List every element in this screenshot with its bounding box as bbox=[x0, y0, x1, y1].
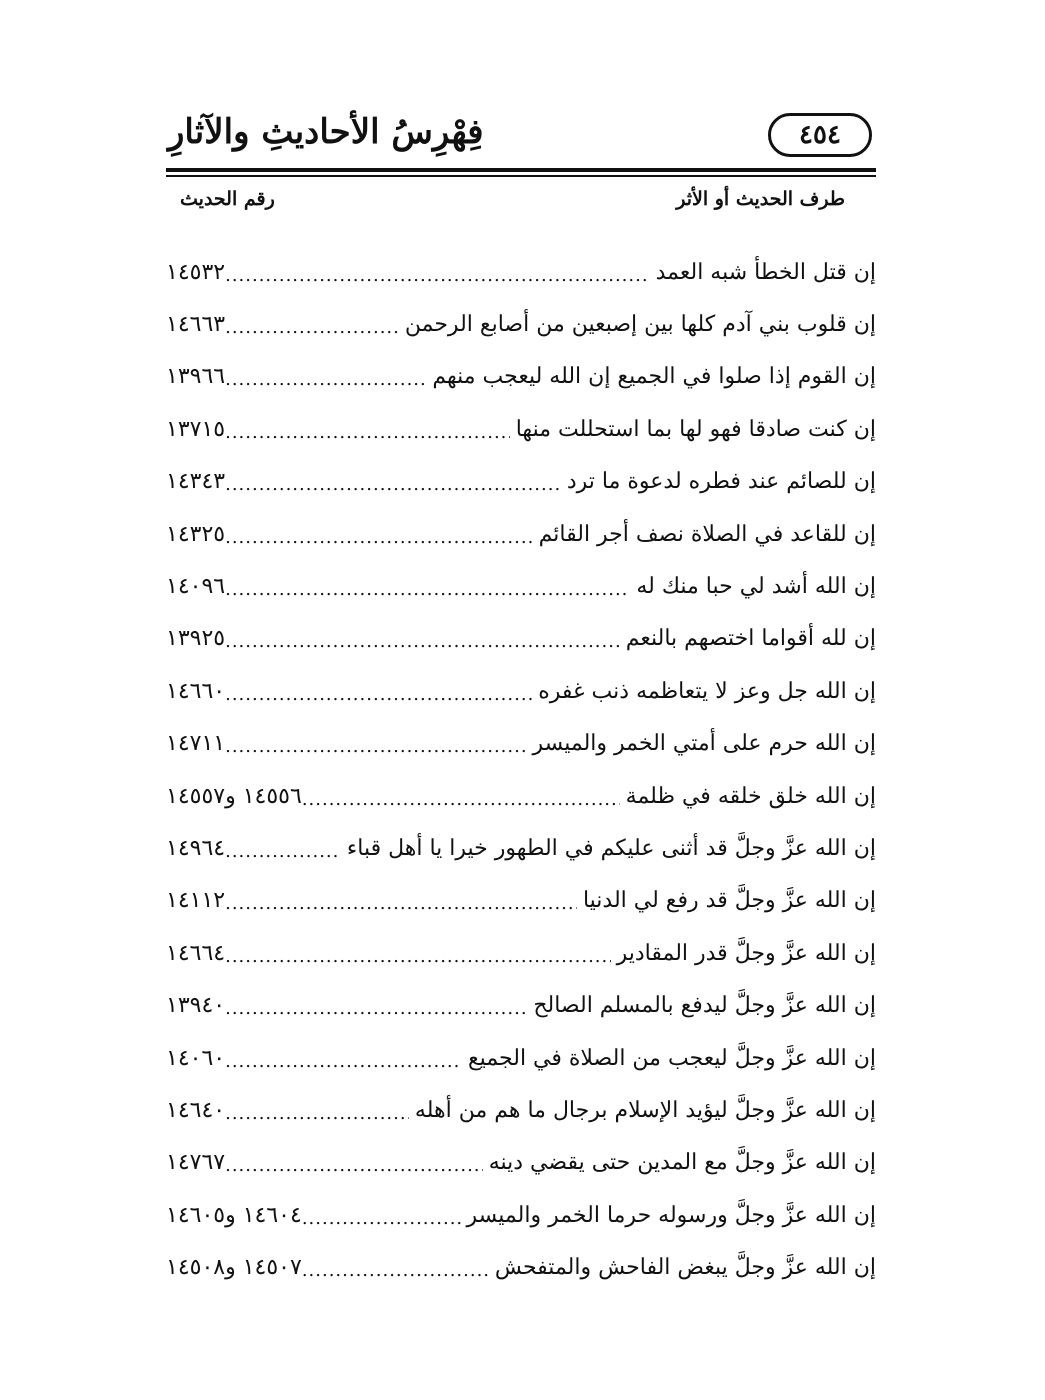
column-header-number: رقم الحديث bbox=[180, 188, 275, 210]
entry-leader-dots bbox=[225, 1103, 409, 1124]
entry-leader-dots bbox=[225, 422, 510, 443]
entry-leader-dots bbox=[302, 1208, 461, 1229]
entry-text: إن للصائم عند فطره لدعوة ما ترد bbox=[566, 469, 876, 495]
page-number-badge bbox=[768, 113, 872, 157]
entry-leader-dots bbox=[225, 527, 533, 548]
entry-leader-dots bbox=[225, 265, 650, 286]
index-entry bbox=[166, 927, 876, 979]
entry-text: إن كنت صادقا فهو لها بما استحللت منها bbox=[515, 416, 876, 442]
entry-text: إن لله أقواما اختصهم بالنعم bbox=[625, 626, 876, 652]
index-entry bbox=[166, 770, 876, 822]
index-entry bbox=[166, 665, 876, 717]
column-header-hadith: طرف الحديث أو الأثر bbox=[676, 188, 845, 210]
entry-text: إن الله خلق خلقه في ظلمة bbox=[625, 783, 876, 809]
entry-number: ١٤٦٦٤ bbox=[166, 940, 226, 966]
entry-number: ١٤٦٦٣ bbox=[166, 312, 226, 338]
entry-number: ١٤٧١١ bbox=[166, 731, 226, 757]
entry-leader-dots bbox=[225, 736, 526, 757]
entry-number: ١٤١١٢ bbox=[166, 888, 226, 914]
entry-text: إن الله عزَّ وجلَّ قدر المقادير bbox=[616, 940, 876, 966]
entry-number: ١٣٧١٥ bbox=[166, 416, 226, 442]
page-number: ٤٥٤ bbox=[799, 120, 841, 150]
index-entry bbox=[166, 508, 876, 560]
entry-leader-dots bbox=[225, 474, 561, 495]
entry-text: إن الله عزَّ وجلَّ يبغض الفاحش والمتفحش bbox=[494, 1255, 876, 1281]
index-entry bbox=[166, 1084, 876, 1136]
entry-text: إن الله حرم على أمتي الخمر والميسر bbox=[532, 731, 876, 757]
entry-number: ١٤٥٣٢ bbox=[166, 259, 226, 285]
entry-number: ١٤٣٤٣ bbox=[166, 469, 226, 495]
entry-leader-dots bbox=[302, 1260, 489, 1281]
entry-text: إن للقاعد في الصلاة نصف أجر القائم bbox=[538, 521, 876, 547]
index-entries bbox=[166, 246, 876, 1294]
entry-number: ١٤٥٠٧ و١٤٥٠٨ bbox=[166, 1255, 302, 1281]
index-entry bbox=[166, 613, 876, 665]
entry-text: إن الله أشد لي حبا منك له bbox=[636, 574, 876, 600]
index-entry bbox=[166, 1137, 876, 1189]
index-entry bbox=[166, 403, 876, 455]
entry-number: ١٤٦٤٠ bbox=[166, 1097, 226, 1123]
entry-text: إن الله عزَّ وجلَّ مع المدين حتى يقضي دينه bbox=[488, 1150, 876, 1176]
entry-number: ١٣٩٢٥ bbox=[166, 626, 226, 652]
index-entry bbox=[166, 298, 876, 350]
entry-leader-dots bbox=[225, 1155, 483, 1176]
entry-number: ١٤٩٦٤ bbox=[166, 835, 226, 861]
entry-text: إن الله جل وعز لا يتعاظمه ذنب غفره bbox=[538, 678, 876, 704]
entry-text: إن قتل الخطأ شبه العمد bbox=[655, 259, 876, 285]
entry-number: ١٤٠٩٦ bbox=[166, 574, 226, 600]
index-entry bbox=[166, 1189, 876, 1241]
header-rule-thick bbox=[166, 168, 876, 172]
index-entry bbox=[166, 979, 876, 1031]
index-entry bbox=[166, 875, 876, 927]
entry-text: إن الله عزَّ وجلَّ ليدفع بالمسلم الصالح bbox=[533, 993, 876, 1019]
entry-text: إن الله عزَّ وجلَّ قد رفع لي الدنيا bbox=[582, 888, 876, 914]
entry-number: ١٤٥٥٦ و١٤٥٥٧ bbox=[166, 783, 302, 809]
entry-number: ١٤٣٢٥ bbox=[166, 521, 226, 547]
index-entry bbox=[166, 1241, 876, 1293]
entry-leader-dots bbox=[225, 998, 527, 1019]
index-entry bbox=[166, 456, 876, 508]
entry-text: إن قلوب بني آدم كلها بين إصبعين من أصابع الرحمن bbox=[404, 312, 876, 338]
running-header-title: فِهْرِسُ الأحاديثِ والآثارِ bbox=[168, 112, 484, 152]
entry-number: ١٣٩٤٠ bbox=[166, 993, 226, 1019]
index-entry bbox=[166, 351, 876, 403]
entry-leader-dots bbox=[225, 579, 630, 600]
entry-number: ١٤٦٦٠ bbox=[166, 678, 226, 704]
entry-number: ١٣٩٦٦ bbox=[166, 364, 226, 390]
entry-leader-dots bbox=[225, 317, 399, 338]
entry-text: إن الله عزَّ وجلَّ ليؤيد الإسلام برجال ما هم من أهله bbox=[414, 1097, 876, 1123]
index-entry bbox=[166, 718, 876, 770]
entry-leader-dots bbox=[225, 369, 426, 390]
entry-number: ١٤٠٦٠ bbox=[166, 1045, 226, 1071]
header-rule-thin bbox=[166, 175, 876, 177]
index-entry bbox=[166, 246, 876, 298]
entry-leader-dots bbox=[225, 631, 620, 652]
entry-leader-dots bbox=[225, 1051, 462, 1072]
entry-text: إن الله عزَّ وجلَّ ورسوله حرما الخمر والميسر bbox=[466, 1202, 876, 1228]
entry-number: ١٤٧٦٧ bbox=[166, 1150, 226, 1176]
entry-text: إن الله عزَّ وجلَّ ليعجب من الصلاة في الجميع bbox=[467, 1045, 876, 1071]
index-entry bbox=[166, 1032, 876, 1084]
entry-leader-dots bbox=[225, 946, 611, 967]
index-entry bbox=[166, 560, 876, 612]
index-entry bbox=[166, 822, 876, 874]
entry-leader-dots bbox=[225, 841, 341, 862]
entry-text: إن الله عزَّ وجلَّ قد أثنى عليكم في الطهور خيرا يا أهل قباء bbox=[346, 835, 876, 861]
entry-text: إن القوم إذا صلوا في الجميع إن الله ليعجب منهم bbox=[432, 364, 876, 390]
entry-leader-dots bbox=[225, 893, 577, 914]
entry-leader-dots bbox=[225, 684, 532, 705]
entry-leader-dots bbox=[302, 789, 620, 810]
entry-number: ١٤٦٠٤ و١٤٦٠٥ bbox=[166, 1202, 302, 1228]
